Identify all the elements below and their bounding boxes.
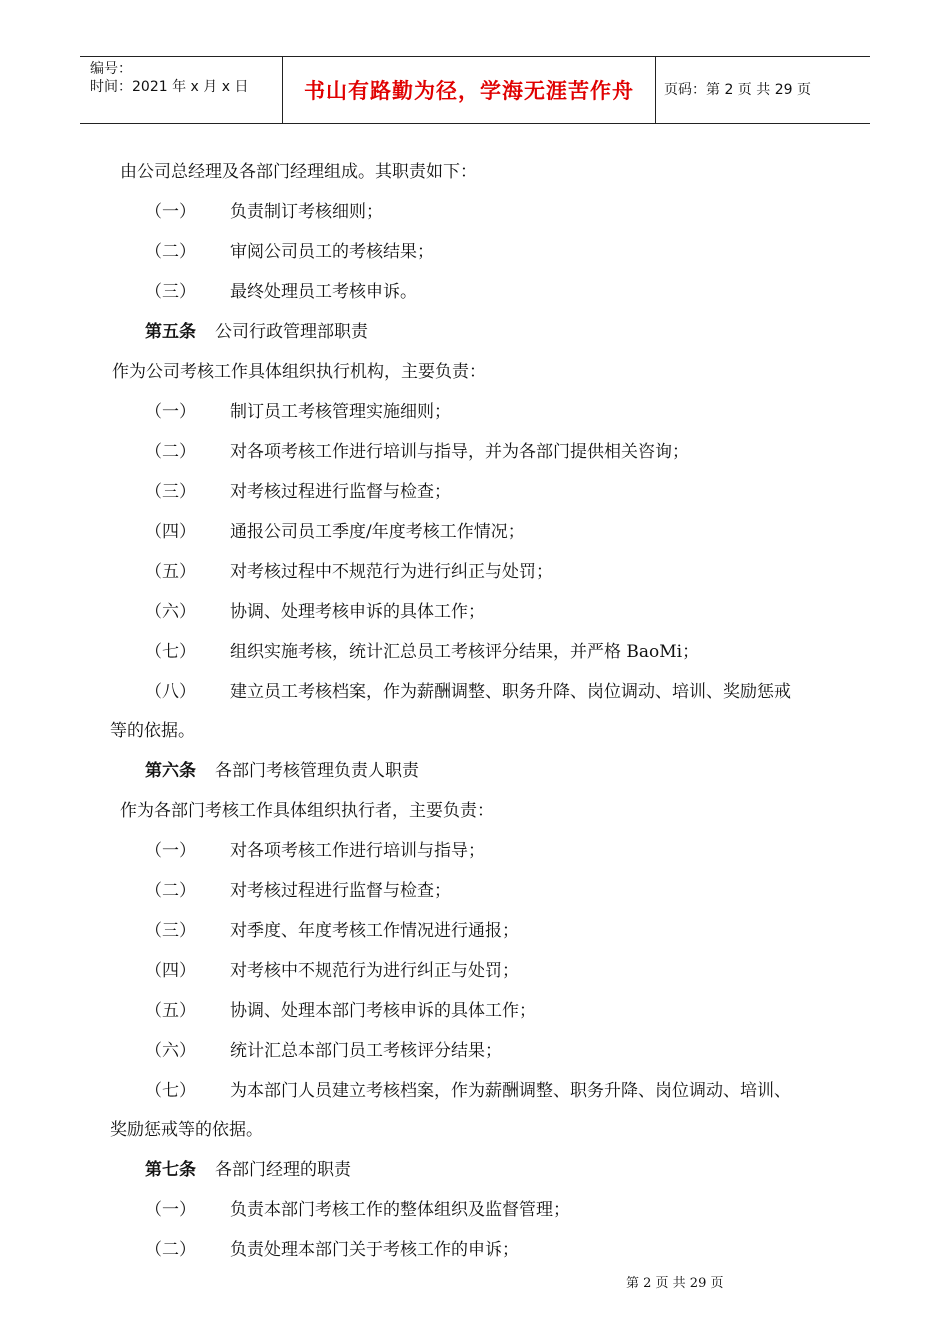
item-number: （二） <box>145 881 196 901</box>
list-item: 对季度、年度考核工作情况进行通报； <box>230 921 519 941</box>
list-item-continued: 等的依据。 <box>110 721 195 741</box>
item-number: （三） <box>145 921 196 941</box>
item-number: （七） <box>145 1081 196 1101</box>
header-left-cell <box>80 57 282 123</box>
item-number: （八） <box>145 682 196 702</box>
item-number: （一） <box>145 402 196 422</box>
list-item: 负责制订考核细则； <box>230 202 383 222</box>
article-6-intro: 作为各部门考核工作具体组织执行者，主要负责： <box>120 801 494 821</box>
list-item: 对考核过程进行监督与检查； <box>230 482 451 502</box>
page-footer: 第 2 页 共 29 页 <box>626 1276 724 1291</box>
article-6-title: 第六条 <box>145 761 196 781</box>
list-item-continued: 奖励惩戒等的依据。 <box>110 1120 263 1140</box>
article-7-heading: 各部门经理的职责 <box>215 1160 351 1180</box>
list-item: 最终处理员工考核申诉。 <box>230 282 417 302</box>
item-number: （七） <box>145 642 196 662</box>
motto-text: 书山有路勤为径，学海无涯苦作舟 <box>304 79 634 103</box>
article-6-heading: 各部门考核管理负责人职责 <box>215 761 419 781</box>
list-item: 负责本部门考核工作的整体组织及监督管理； <box>230 1200 570 1220</box>
list-item: 审阅公司员工的考核结果； <box>230 242 434 262</box>
list-item: 统计汇总本部门员工考核评分结果； <box>230 1041 502 1061</box>
item-number: （二） <box>145 442 196 462</box>
item-number: （一） <box>145 202 196 222</box>
item-number: （六） <box>145 1041 196 1061</box>
list-item: 对考核过程进行监督与检查； <box>230 881 451 901</box>
page-header <box>80 56 870 124</box>
list-item: 协调、处理本部门考核申诉的具体工作； <box>230 1001 536 1021</box>
list-item: 协调、处理考核申诉的具体工作； <box>230 602 485 622</box>
item-number: （三） <box>145 482 196 502</box>
time-label: 时间：2021 年 x 月 x 日 <box>90 79 249 95</box>
item-number: （五） <box>145 1001 196 1021</box>
item-number: （四） <box>145 961 196 981</box>
list-item: 对各项考核工作进行培训与指导； <box>230 841 485 861</box>
item-number: （二） <box>145 1240 196 1260</box>
article-5-heading: 公司行政管理部职责 <box>215 322 368 342</box>
list-item: 通报公司员工季度/年度考核工作情况； <box>230 522 525 542</box>
list-item: 建立员工考核档案，作为薪酬调整、职务升降、岗位调动、培训、奖励惩戒 <box>230 682 791 702</box>
list-item: 组织实施考核，统计汇总员工考核评分结果，并严格 BaoMi； <box>230 642 700 662</box>
item-number: （二） <box>145 242 196 262</box>
item-number: （一） <box>145 1200 196 1220</box>
header-page-cell <box>656 57 870 123</box>
article-5-intro: 作为公司考核工作具体组织执行机构，主要负责： <box>112 362 486 382</box>
page-label: 页码：第 2 页 共 29 页 <box>664 81 811 98</box>
list-item: 对考核中不规范行为进行纠正与处罚； <box>230 961 519 981</box>
header-motto-cell <box>282 57 656 123</box>
item-number: （一） <box>145 841 196 861</box>
item-number: （四） <box>145 522 196 542</box>
serial-label: 编号： <box>90 61 132 77</box>
article-7-title: 第七条 <box>145 1160 196 1180</box>
intro-line: 由公司总经理及各部门经理组成。其职责如下： <box>120 162 477 182</box>
item-number: （五） <box>145 562 196 582</box>
list-item: 负责处理本部门关于考核工作的申诉； <box>230 1240 519 1260</box>
article-5-title: 第五条 <box>145 322 196 342</box>
item-number: （六） <box>145 602 196 622</box>
item-number: （三） <box>145 282 196 302</box>
list-item: 为本部门人员建立考核档案，作为薪酬调整、职务升降、岗位调动、培训、 <box>230 1081 791 1101</box>
list-item: 制订员工考核管理实施细则； <box>230 402 451 422</box>
list-item: 对各项考核工作进行培训与指导，并为各部门提供相关咨询； <box>230 442 689 462</box>
list-item: 对考核过程中不规范行为进行纠正与处罚； <box>230 562 553 582</box>
